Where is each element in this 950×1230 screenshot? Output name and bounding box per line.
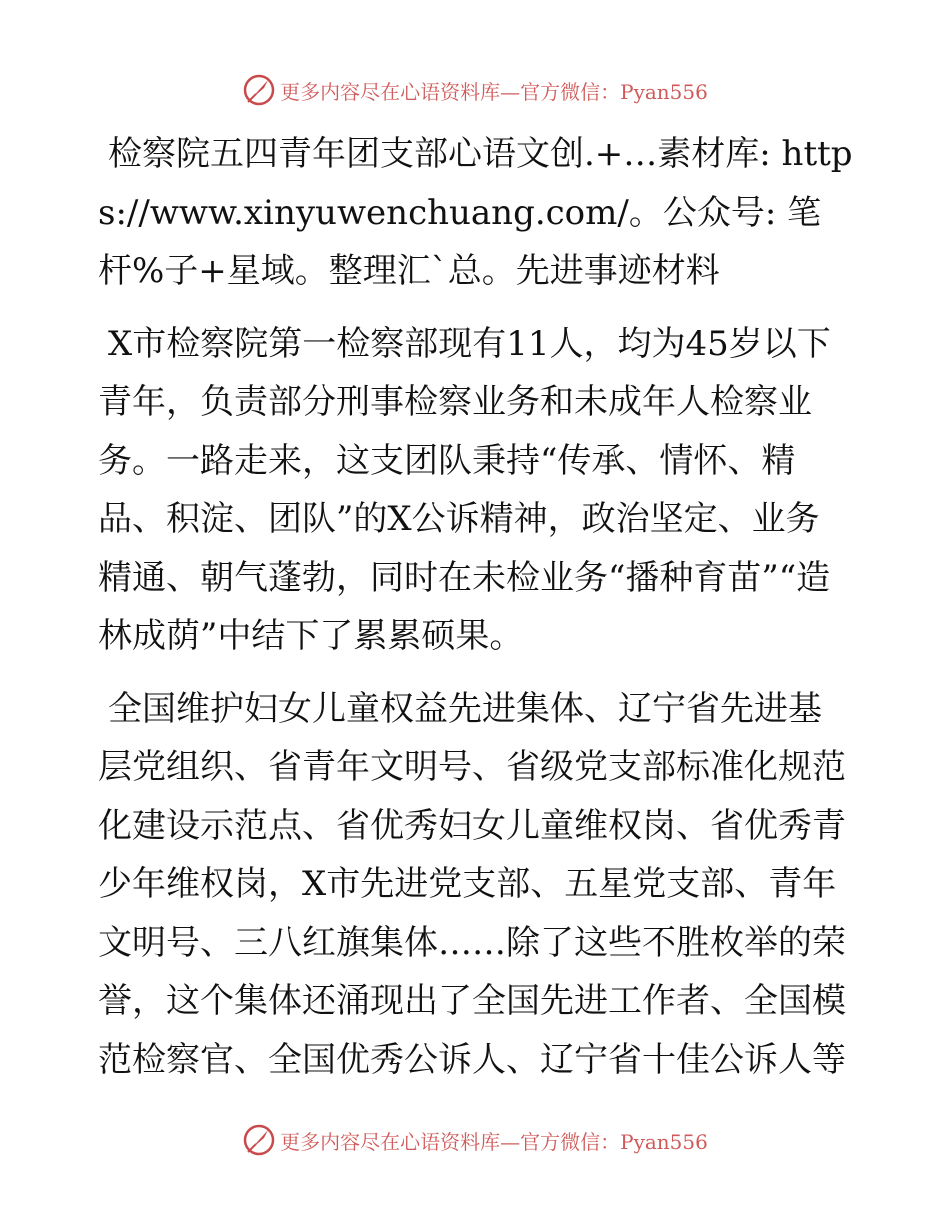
paragraph-team: X市检察院第一检察部现有11人，均为45岁以下青年，负责部分刑事检察业务和未成年人检察业务。一路走来，这支团队秉持“传承、情怀、精品、积淀、团队”的X公诉精神，政治坚定、业务精通、朝气蓬勃，同时在未检业务“播种育苗”“造林成荫”中结下了累累硕果。 [98, 323, 831, 656]
footer-banner [0, 1120, 950, 1160]
quill-pen-logo-icon [242, 1123, 276, 1157]
header-banner-text: 更多内容尽在心语资料库—官方微信：Pyan556 [280, 79, 708, 104]
paragraph-intro: 检察院五四青年团支部心语文创.+…素材库: https://www.xinyuwenchuang.com/。公众号: 笔杆%子+星域。整理汇`总。先进事迹材料 [98, 134, 853, 291]
quill-pen-logo-icon [242, 73, 276, 107]
footer-banner-text: 更多内容尽在心语资料库—官方微信：Pyan556 [280, 1129, 708, 1154]
paragraph-honors: 全国维护妇女儿童权益先进集体、辽宁省先进基层党组织、省青年文明号、省级党支部标准化规范化建设示范点、省优秀妇女儿童维权岗、省优秀青少年维权岗，X市先进党支部、五星党支部、青年文明号、三八红旗集体……除了这些不胜枚举的荣誉，这个集体还涌现出了全国先进工作者、全国模范检察官、全国优秀公诉人、辽宁省十佳公诉人等 [98, 688, 846, 1080]
document-body [98, 125, 853, 1103]
header-banner [0, 70, 950, 110]
